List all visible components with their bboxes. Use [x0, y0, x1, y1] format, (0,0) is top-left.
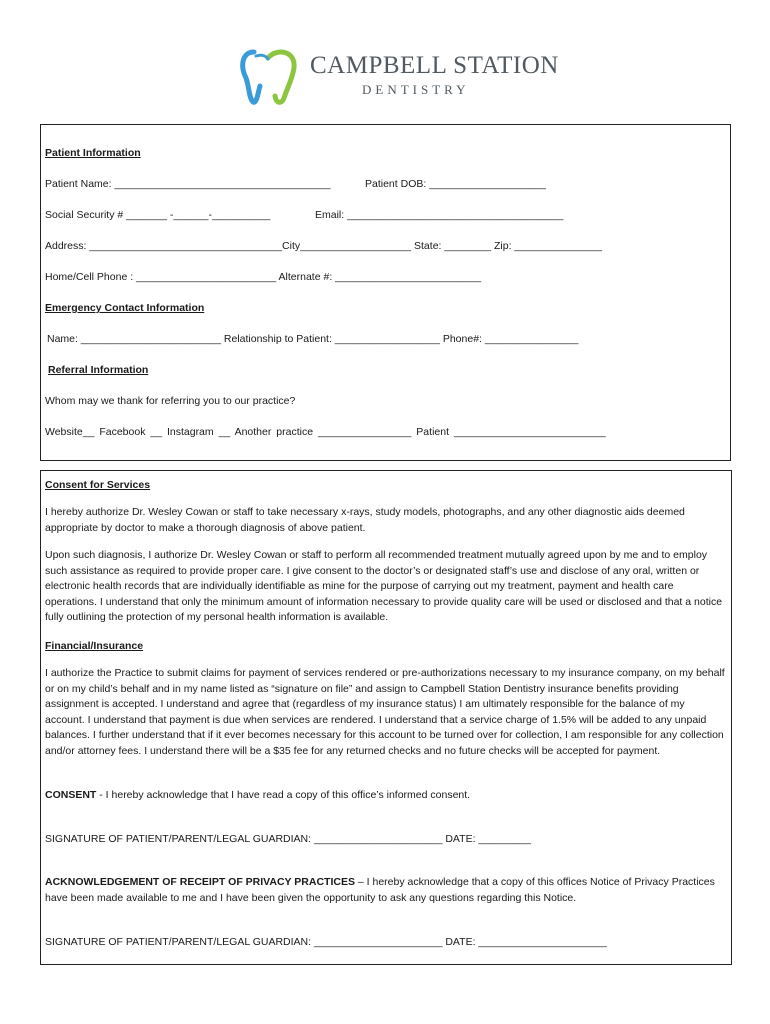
phone-field[interactable]: Home/Cell Phone : ________________________ Alternate #: _________________________ [45, 271, 482, 283]
signature-line-2[interactable]: SIGNATURE OF PATIENT/PARENT/LEGAL GUARDIAN: ______________________ DATE: ______________________ [45, 936, 607, 948]
emergency-contact-field[interactable]: Name: ________________________ Relationship to Patient: __________________ Phone#: ________________ [47, 333, 579, 345]
financial-heading: Financial/Insurance [45, 640, 144, 652]
privacy-label: ACKNOWLEDGEMENT OF RECEIPT OF PRIVACY PRACTICES [45, 876, 355, 888]
consent-heading: Consent for Services [45, 479, 151, 491]
emergency-heading: Emergency Contact Information [45, 302, 205, 314]
patient-info-heading: Patient Information [45, 147, 141, 159]
privacy-ack-text: – I hereby acknowledge that a copy of this offices Notice of Privacy Practices have been made available to me and I have been given the opportunity to ask any questions regarding this Notice. [45, 876, 715, 904]
patient-info-section [40, 124, 731, 461]
consent-acknowledgement [45, 788, 725, 804]
referral-heading: Referral Information [48, 364, 149, 376]
financial-paragraph: I authorize the Practice to submit claims for payment of services rendered or pre-authorizations necessary to my insurance company, on my behalf or on my child’s behalf and in my name listed as “signature on file” and assign to Campbell Station Dentistry insurance benefits providing assignment is accepted. I understand and agree that (regardless of my insurance status) I am ultimately responsible for the balance of my account. I understand that payment is due when services are rendered. I understand that a service charge of 1.5% will be added to any unpaid balances. I further understand that if it ever becomes necessary for this account to be turned over for collection, I am responsible for any collection and/or attorney fees. I understand there will be a $35 fee for any returned checks and no future checks will be accepted for payment. [45, 667, 725, 757]
address-field[interactable]: Address: _________________________________City___________________ State: ________ Zip: _______________ [45, 240, 603, 252]
referral-question: Whom may we thank for referring you to our practice? [45, 395, 296, 407]
patient-dob-field[interactable]: Patient DOB: ____________________ [365, 178, 546, 190]
consent-label: CONSENT [45, 789, 97, 801]
logo-subtitle: DENTISTRY [362, 82, 470, 97]
email-field[interactable]: Email: _____________________________________ [315, 209, 564, 221]
signature-line-1[interactable]: SIGNATURE OF PATIENT/PARENT/LEGAL GUARDIAN: ______________________ DATE: _________ [45, 833, 531, 845]
ssn-field[interactable]: Social Security # _______ -______-__________ [45, 209, 271, 221]
patient-name-field[interactable]: Patient Name: _____________________________________ [45, 178, 331, 190]
privacy-acknowledgement [45, 875, 725, 906]
referral-options[interactable]: Website__ Facebook __ Instagram __ Another practice ________________ Patient __________________________ [45, 426, 606, 438]
logo-name: CAMPBELL STATION [310, 52, 559, 79]
consent-paragraph-2: Upon such diagnosis, I authorize Dr. Wesley Cowan or staff to perform all recommended treatment mutually agreed upon by me and to employ such assistance as required to provide proper care. I give consent to the doctor’s or designated staff’s use and disclose of any oral, written or electronic health records that are individually identifiable as mine for the purpose of carrying out my treatment, payment and health care operations. I understand that only the minimum amount of information necessary to provide quality care will be used or disclosed and that a notice fully outlining the protection of my personal health information is available. [45, 549, 723, 623]
consent-ack-text: - I hereby acknowledge that I have read a copy of this office’s informed consent. [96, 789, 471, 801]
consent-section [40, 470, 732, 965]
tooth-icon [238, 46, 300, 106]
consent-paragraph-1: I hereby authorize Dr. Wesley Cowan or staff to take necessary x-rays, study models, photographs, and any other diagnostic aids deemed appropriate by doctor to make a thorough diagnosis of above patient. [45, 506, 685, 534]
logo [238, 46, 559, 110]
